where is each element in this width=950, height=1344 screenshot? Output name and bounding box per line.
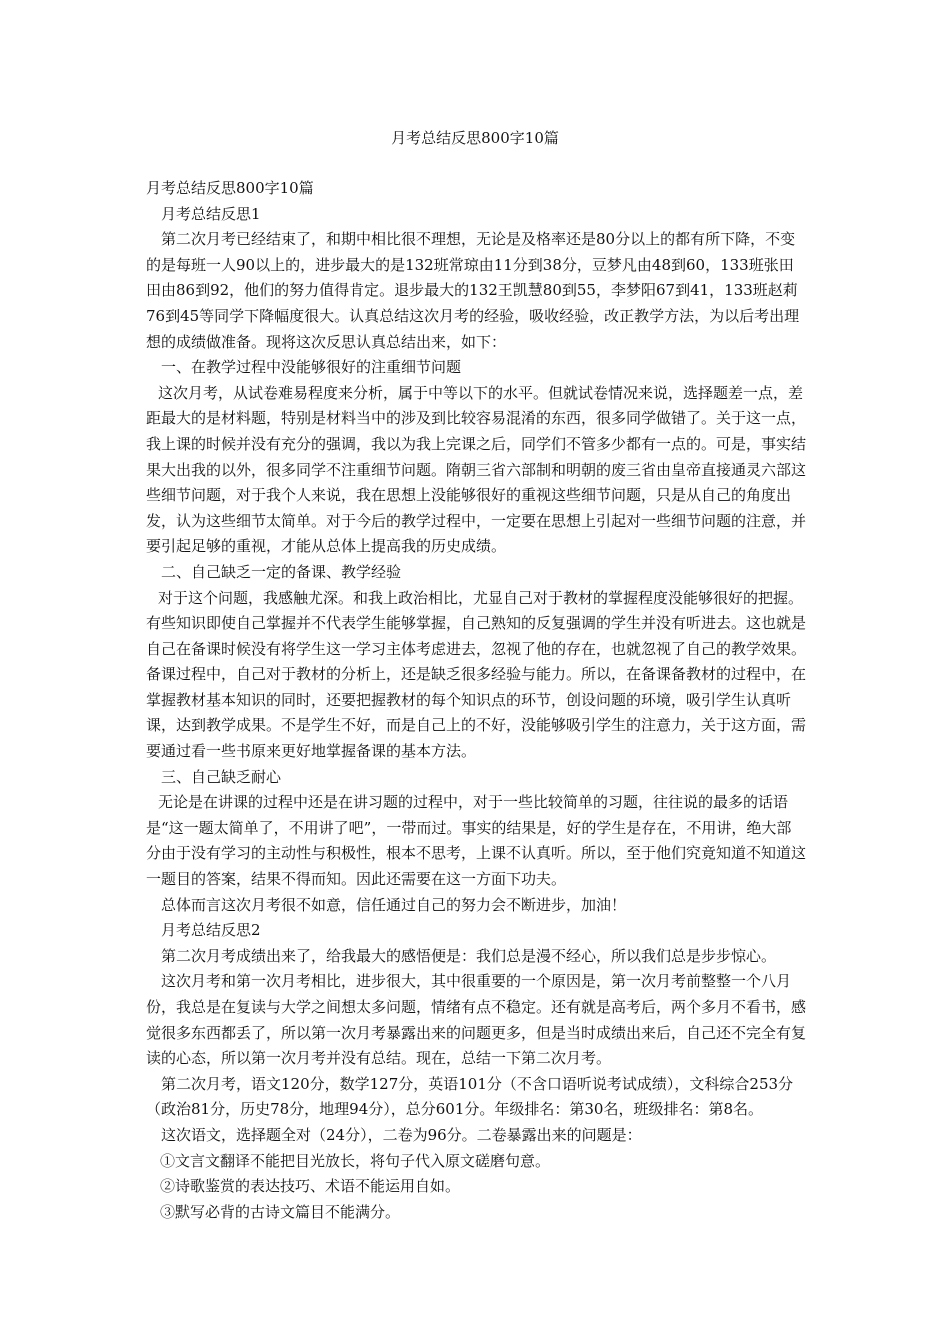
paragraph-6: 第二次月考成绩出来了，给我最大的感悟便是：我们总是漫不经心，所以我们总是步步惊心。 (161, 946, 777, 965)
subheading-1: 一、在教学过程中没能够很好的注重细节问题 (161, 358, 462, 377)
intro-title: 月考总结反思800字10篇 (146, 179, 314, 197)
paragraph-7: 这次月考和第一次月考相比，进步很大，其中很重要的一个原因是，第一次月考前整整一个八月份，我总是在复读与大学之间想太多问题，情绪有点不稳定。还有就是高考后，两个多月不看书，感觉很多东西都丢了，所以第一次月考暴露出来的问题更多，但是当时成绩出来后，自己还不完全有复读的心态，所以第一次月考并没有总结。现在，总结一下第二次月考。 (146, 972, 807, 1068)
document-title: 月考总结反思800字10篇 (391, 129, 559, 147)
section-heading-1: 月考总结反思1 (161, 204, 261, 223)
subheading-2: 二、自己缺乏一定的备课、教学经验 (161, 562, 402, 581)
list-item-1: ①文言文翻译不能把目光放长，将句子代入原文磋磨句意。 (160, 1151, 551, 1170)
paragraph-3: 对于这个问题，我感触尤深。和我上政治相比，尤显自己对于教材的掌握程度没能够很好的把握。有些知识即使自己掌握并不代表学生能够掌握，自己熟知的反复强调的学生并没有听进去。这也就是自己在备课时候没有将学生这一学习主体考虑进去，忽视了他的存在，也就忽视了自己的教学效果。备课过程中，自己对于教材的分析上，还是缺乏很多经验与能力。所以，在备课备教材的过程中，在掌握教材基本知识的同时，还要把握教材的每个知识点的环节，创设问题的环境，吸引学生认真听课，达到教学成果。不是学生不好，而是自己上的不好，没能够吸引学生的注意力，关于这方面，需要通过看一些书原来更好地掌握备课的基本方法。 (146, 588, 807, 761)
list-item-3: ③默写必背的古诗文篇目不能满分。 (160, 1202, 401, 1221)
paragraph-5: 总体而言这次月考很不如意，信任通过自己的努力会不断进步，加油！ (161, 895, 627, 914)
list-item-2: ②诗歌鉴赏的表达技巧、术语不能运用自如。 (160, 1177, 461, 1196)
document-body (146, 176, 806, 1225)
section-heading-2: 月考总结反思2 (161, 921, 261, 940)
paragraph-1: 第二次月考已经结束了，和期中相比很不理想，无论是及格率还是80分以上的都有所下降，不变的是每班一人90以上的，进步最大的是132班常琼由11分到38分，豆梦凡由48到60，133班张田田由86到92，他们的努力值得肯定。退步最大的132王凯慧80到55，李梦阳67到41，133班赵莉76到45等同学下降幅度很大。认真总结这次月考的经验，吸收经验，改正教学方法，为以后考出理想的成绩做准备。现将这次反思认真总结出来，如下： (146, 230, 800, 351)
paragraph-9: 这次语文，选择题全对（24分），二卷为96分。二卷暴露出来的问题是： (161, 1125, 642, 1144)
paragraph-8: 第二次月考，语文120分，数学127分，英语101分（不含口语听说考试成绩），文科综合253分（政治81分，历史78分，地理94分），总分601分。年级排名：第30名，班级排名：第8名。 (146, 1074, 794, 1119)
paragraph-2: 这次月考，从试卷难易程度来分析，属于中等以下的水平。但就试卷情况来说，选择题差一点，差距最大的是材料题，特别是材料当中的涉及到比较容易混淆的东西，很多同学做错了。关于这一点，我上课的时候并没有充分的强调，我以为我上完课之后，同学们不管多少都有一点的。可是，事实结果大出我的以外，很多同学不注重细节问题。隋朝三省六部制和明朝的废三省由皇帝直接通灵六部这些细节问题，对于我个人来说，我在思想上没能够很好的重视这些细节问题，只是从自己的角度出发，认为这些细节太简单。对于今后的教学过程中，一定要在思想上引起对一些细节问题的注意，并要引起足够的重视，才能从总体上提高我的历史成绩。 (146, 383, 807, 556)
subheading-3: 三、自己缺乏耐心 (161, 767, 282, 786)
paragraph-4: 无论是在讲课的过程中还是在讲习题的过程中，对于一些比较简单的习题，往往说的最多的话语是“这一题太简单了，不用讲了吧”，一带而过。事实的结果是，好的学生是存在，不用讲，绝大部分由于没有学习的主动性与积极性，根本不思考，上课不认真听。所以，至于他们究竟知道不知道这一题目的答案，结果不得而知。因此还需要在这一方面下功夫。 (146, 793, 807, 889)
